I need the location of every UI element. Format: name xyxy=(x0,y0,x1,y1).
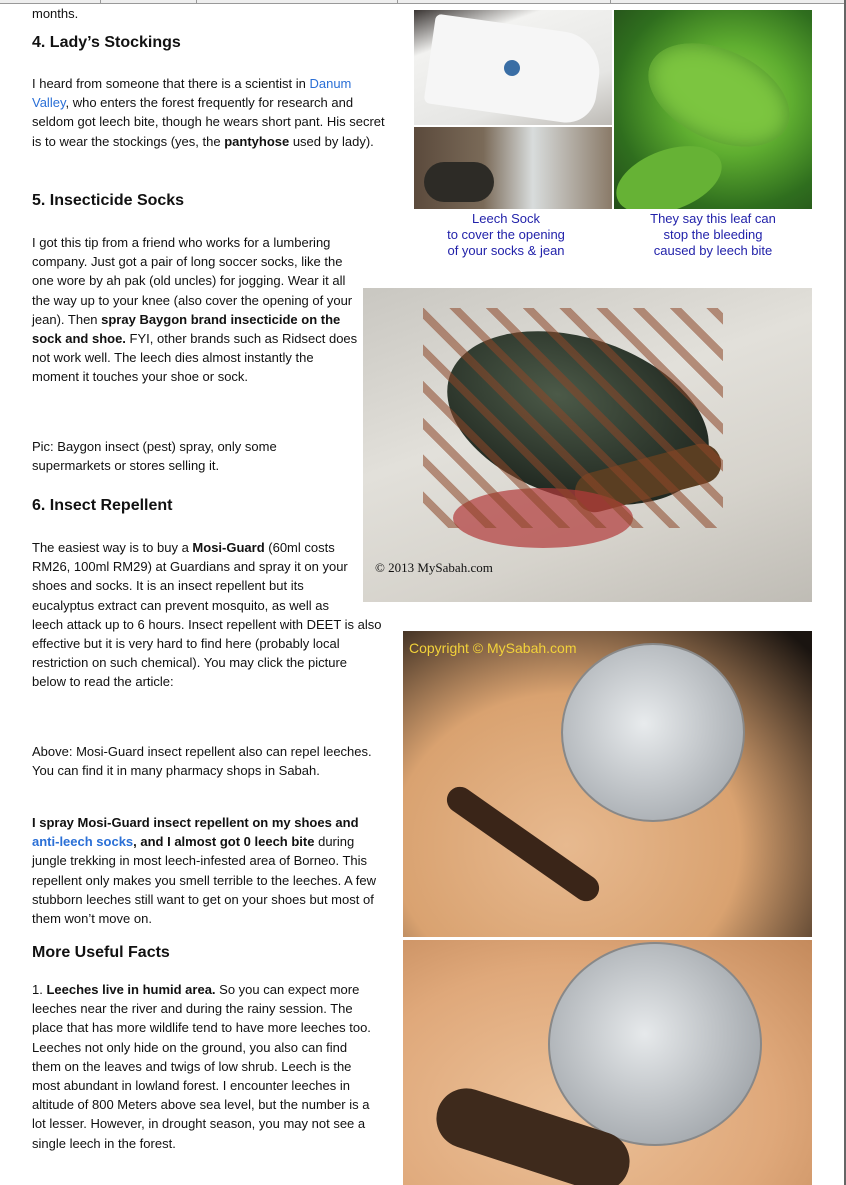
leech-sock-caption: Leech Sock to cover the opening of your socks & jean xyxy=(447,211,565,258)
bold-text xyxy=(32,815,359,849)
bold-text: Leeches live in humid area. xyxy=(46,982,216,997)
text: (60ml costs RM26, 100ml RM29) at Guardians and spray it on your shoes and socks. It is an insect repellent but its eucalyptus extract can prevent mosquito, as well as leech attack up to 6 hours. Insect repellent with DEET is also effective but it is very hard to find here (probably local restriction on such chemical). You may click the picture below to read the article: xyxy=(32,540,382,690)
text: So you can expect more leeches near the river and during the rainy session. The place that has more wildlife tend to have more leeches too. Leeches not only hide on the ground, you also can find them on the leaves and twigs of low shrub. Leech is the most abundant in lowland forest. I encounter leeches in altitude of 800 Meters above sea level, but the number is a lot lesser. However, in drought season, you may not see a single leech in the forest. xyxy=(32,982,371,1151)
text: I heard from someone that there is a scientist in xyxy=(32,76,310,91)
tab-strip xyxy=(0,0,846,4)
watermark: © 2013 MySabah.com xyxy=(375,560,493,575)
watermark: Copyright © MySabah.com xyxy=(409,640,577,656)
leaf-image[interactable] xyxy=(614,10,812,209)
text: The easiest way is to buy a xyxy=(32,540,193,555)
leaf-caption: They say this leaf can stop the bleeding caused by leech bite xyxy=(650,211,776,258)
danum-valley-link[interactable]: Danum Valley xyxy=(32,76,352,111)
text: , and I almost got 0 leech bite xyxy=(133,834,315,850)
paragraph-repellent xyxy=(32,538,382,692)
leech-with-coin-image[interactable] xyxy=(403,631,812,937)
text: FYI, other brands such as Ridsect does not work well. The leech dies almost instantly the moment it touches your shoe or sock. xyxy=(32,331,358,385)
heading-more-useful-facts: More Useful Facts xyxy=(32,944,170,961)
mosi-guard-caption: Above: Mosi-Guard insect repellent also can repel leeches. You can find it in many pharmacy shops in Sabah. xyxy=(32,744,372,779)
text: I spray Mosi-Guard insect repellent on my shoes and xyxy=(32,815,359,830)
leech-sock-worn-image[interactable] xyxy=(414,127,612,209)
paragraph-stockings xyxy=(32,74,390,151)
heading-insect-repellent: 6. Insect Repellent xyxy=(32,497,173,514)
anti-leech-socks-link[interactable]: anti-leech socks xyxy=(32,834,134,850)
bold-text: Mosi-Guard xyxy=(192,540,265,555)
leech-sock-image[interactable] xyxy=(414,10,612,125)
leech-closeup-image[interactable] xyxy=(403,940,812,1185)
paragraph-mosi-guard xyxy=(32,813,377,928)
text: , who enters the forest frequently for research and seldom got leech bite, though he wears short pant. His secret is to wear the stockings (yes, the xyxy=(32,95,385,149)
previous-text: months. xyxy=(32,6,79,21)
baygon-caption: Pic: Baygon insect (pest) spray, only some supermarkets or stores selling it. xyxy=(32,439,277,474)
text: I got this tip from a friend who works for a lumbering company. Just got a pair of long soccer socks, like the one wore by ah pak (old uncles) for jogging. Wear it all the way up to your knee (also cover the opening of your jean). Then xyxy=(32,235,353,327)
paragraph-fact-1 xyxy=(32,980,372,1153)
heading-ladys-stockings: 4. Lady’s Stockings xyxy=(32,34,181,51)
paragraph-insecticide xyxy=(32,233,358,387)
leech-on-leaves-image[interactable] xyxy=(363,288,812,602)
text: 1. xyxy=(32,982,47,997)
text: used by lady). xyxy=(289,133,374,149)
bold-text: spray Baygon brand insecticide on the sock and shoe. xyxy=(32,311,341,347)
heading-insecticide-socks: 5. Insecticide Socks xyxy=(32,192,185,209)
bold-text: pantyhose xyxy=(224,133,290,149)
text: during jungle trekking in most leech-infested area of Borneo. This repellent only makes you smell terrible to the leeches. A few stubborn leeches still want to get on your shoes but most of them won’t move on. xyxy=(32,834,376,927)
